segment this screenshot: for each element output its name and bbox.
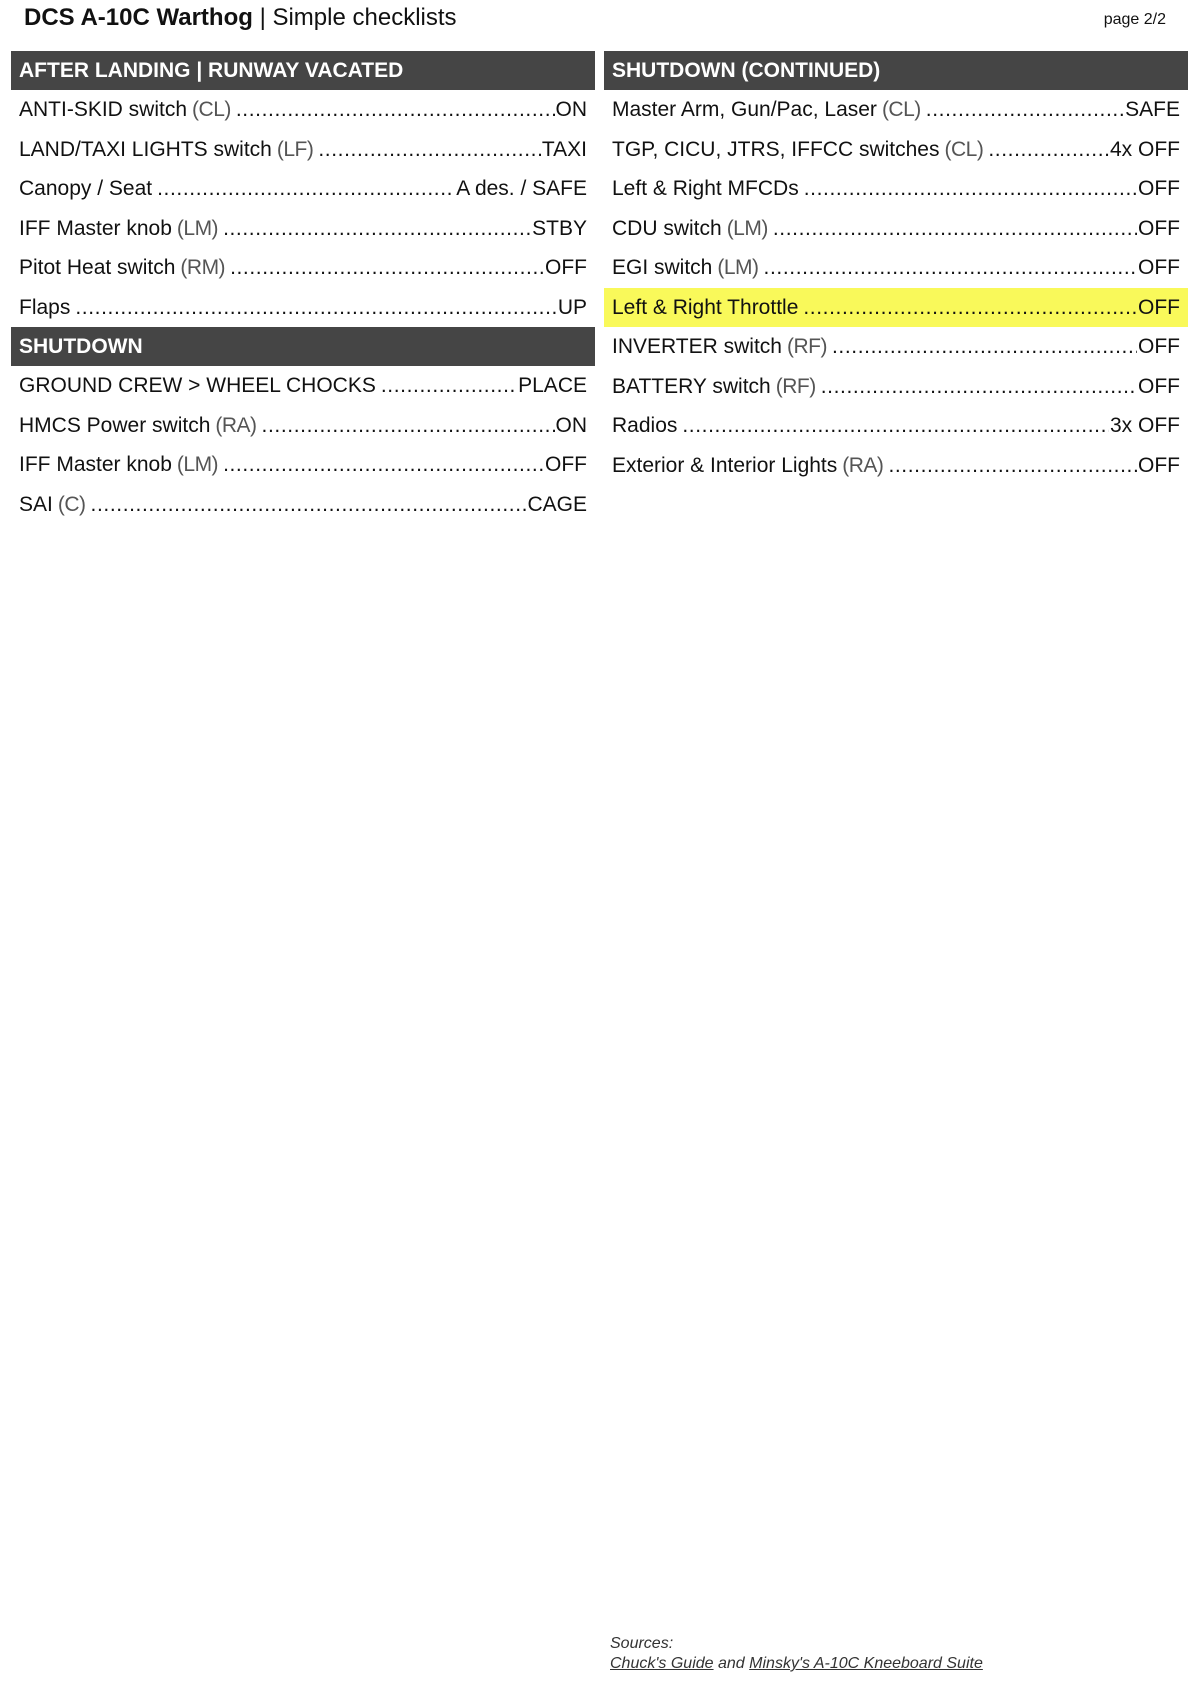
sources-footer [610,1634,983,1674]
section-header-shutdown-continued: SHUTDOWN (CONTINUED) [604,51,1188,90]
row-item: Left & Right MFCDs [612,177,799,200]
checklist-row [11,209,595,249]
leader-dots [223,209,531,249]
title-bold: DCS A-10C Warthog [24,4,253,31]
left-column [11,51,595,524]
leader-dots [223,445,544,485]
page-number: page 2/2 [1103,11,1166,28]
row-location: (LM) [176,453,219,476]
checklist-row [11,130,595,170]
row-location: (RM) [180,256,226,279]
row-location: (RF) [786,335,827,358]
leader-dots [803,288,1137,328]
row-item: TGP, CICU, JTRS, IFFCC switches [612,137,940,161]
leader-dots [157,169,455,209]
row-value: OFF [1138,216,1180,240]
checklist-row [11,445,595,485]
checklist-row [11,485,595,525]
row-location: (RA) [215,413,257,437]
row-value: 3x OFF [1109,414,1180,437]
checklist-row-highlighted [604,288,1188,328]
row-value: STBY [532,216,587,240]
row-item: SAI [19,492,53,516]
row-item: ANTI-SKID switch [19,98,188,121]
right-column [604,51,1188,485]
sources-links [610,1654,983,1674]
row-value: OFF [545,256,587,279]
row-item: EGI switch [612,256,713,279]
row-item: INVERTER switch [612,335,782,358]
row-value: OFF [1138,256,1180,279]
leader-dots [821,367,1137,407]
row-item: IFF Master knob [19,216,172,240]
checklist-row [604,130,1188,170]
row-item: BATTERY switch [612,374,771,398]
row-item: Canopy / Seat [19,177,153,200]
leader-dots [804,169,1137,209]
row-location: (LF) [276,137,314,161]
checklist-row [604,446,1188,486]
sources-label: Sources: [610,1635,674,1652]
checklist-row [11,406,595,446]
checklist-row [604,327,1188,367]
leader-dots [230,248,544,288]
row-value: OFF [1138,374,1180,398]
row-item: HMCS Power switch [19,413,211,437]
row-location: (RF) [775,374,816,398]
row-location: (LM) [717,256,759,279]
row-location: (LM) [726,216,768,240]
row-value: OFF [1138,177,1180,200]
leader-dots [682,406,1109,446]
row-value: 4x OFF [1109,137,1180,161]
row-location: (LM) [176,216,219,240]
row-value: OFF [1138,335,1180,358]
row-item: CDU switch [612,216,722,240]
row-item: Exterior & Interior Lights [612,453,838,477]
row-item: LAND/TAXI LIGHTS switch [19,137,272,161]
leader-dots [988,130,1109,170]
section-header-after-landing: AFTER LANDING | RUNWAY VACATED [11,51,595,90]
row-item: Master Arm, Gun/Pac, Laser [612,98,877,121]
leader-dots [75,288,556,328]
title-subtitle: Simple checklists [272,4,457,31]
row-value: PLACE [518,374,587,397]
leader-dots [888,446,1137,486]
leader-dots [381,366,517,406]
checklist-row [11,288,595,328]
row-value: ON [555,98,587,121]
page-header [24,2,1166,38]
leader-dots [91,485,527,525]
row-value: CAGE [527,492,587,516]
leader-dots [832,327,1137,367]
section-header-shutdown: SHUTDOWN [11,327,595,366]
checklist-row [604,406,1188,446]
row-value: OFF [1138,295,1180,319]
sources-and: and [718,1655,745,1672]
chucks-guide-link[interactable]: Chuck's Guide [610,1655,714,1672]
document-title [24,2,457,34]
title-separator: | [259,4,266,31]
row-item: Radios [612,414,678,437]
checklist-row [604,367,1188,407]
row-value: OFF [1138,453,1180,477]
row-value: A des. / SAFE [456,177,587,200]
row-value: OFF [545,453,587,476]
row-item: Left & Right Throttle [612,295,799,319]
row-item: Flaps [19,295,71,319]
row-location: (CL) [881,98,921,121]
checklist-row [604,169,1188,209]
checklist-row [11,169,595,209]
checklist-row [11,90,595,130]
leader-dots [262,406,555,446]
row-item: Pitot Heat switch [19,256,176,279]
row-location: (RA) [842,453,884,477]
checklist-row [604,90,1188,130]
row-item: IFF Master knob [19,453,172,476]
leader-dots [773,209,1137,249]
row-value: TAXI [541,137,587,161]
checklist-row [11,248,595,288]
row-value: ON [555,413,587,437]
row-value: UP [557,295,587,319]
row-location: (C) [57,492,86,516]
row-item: GROUND CREW > WHEEL CHOCKS [19,374,376,397]
row-location: (CL) [944,137,984,161]
leader-dots [926,90,1124,130]
leader-dots [318,130,541,170]
checklist-row [604,209,1188,249]
row-location: (CL) [192,98,231,121]
checklist-row [11,366,595,406]
checklist-row [604,248,1188,288]
leader-dots [236,90,555,130]
row-value: SAFE [1125,98,1180,121]
leader-dots [764,248,1137,288]
minskys-kneeboard-link[interactable]: Minsky's A-10C Kneeboard Suite [749,1655,983,1672]
